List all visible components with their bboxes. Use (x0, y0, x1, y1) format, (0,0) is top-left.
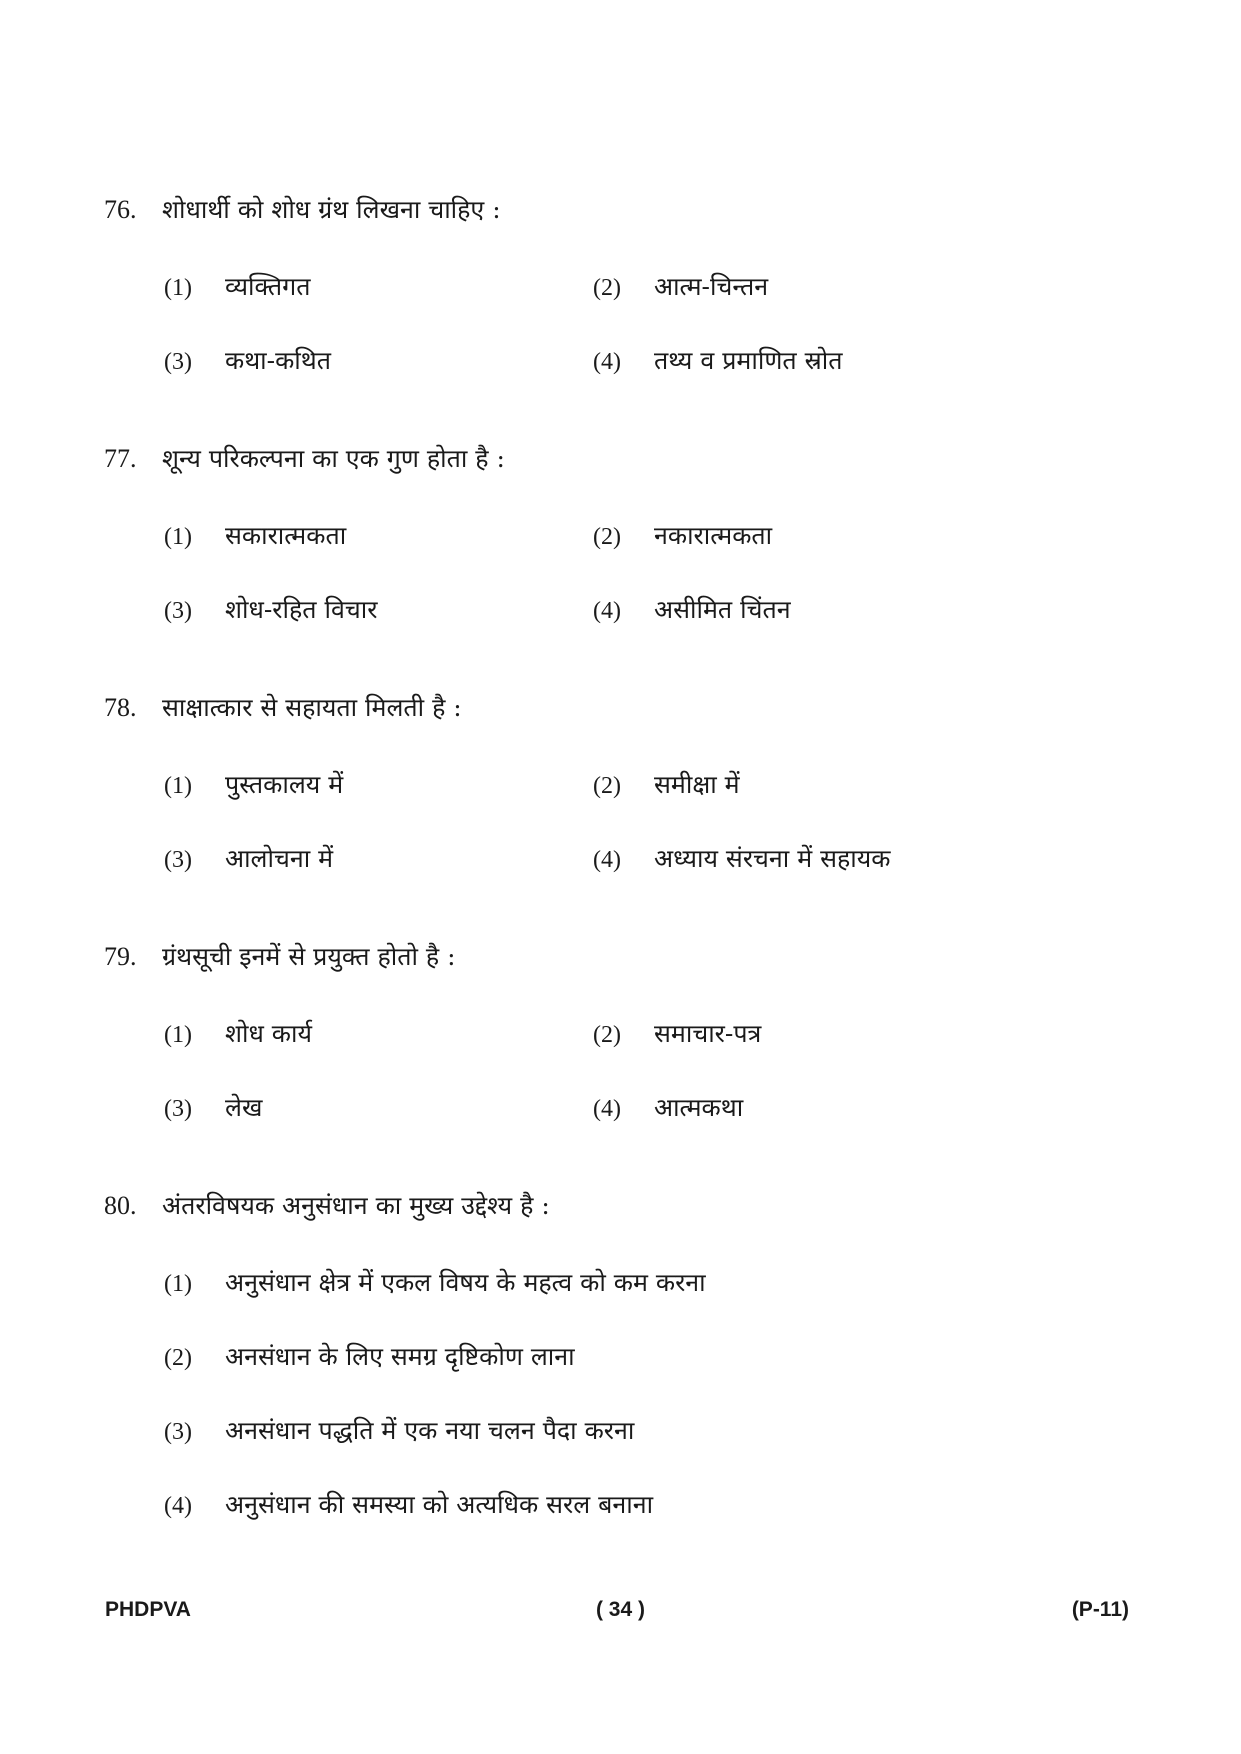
option-79-3 (164, 1092, 262, 1125)
option-76-3 (164, 345, 331, 378)
option-text: पुस्तकालय में (225, 770, 344, 799)
option-number: (1) (164, 524, 192, 550)
option-text: अध्याय संरचना में सहायक (654, 844, 891, 873)
paper-set: (P-11) (1071, 1598, 1129, 1621)
question-79 (104, 941, 456, 973)
question-number: 76. (104, 195, 137, 224)
question-80 (104, 1190, 550, 1222)
option-number: (1) (164, 773, 192, 799)
option-78-2 (593, 769, 740, 802)
question-number: 77. (104, 444, 137, 473)
option-78-4 (593, 843, 890, 876)
option-text: अनसंधान के लिए समग्र दृष्टिकोण लाना (225, 1342, 575, 1371)
option-number: (3) (164, 1419, 192, 1445)
option-76-4 (593, 345, 842, 378)
question-76 (104, 194, 501, 226)
option-number: (2) (593, 1022, 621, 1048)
option-79-1 (164, 1018, 312, 1051)
option-text: असीमित चिंतन (654, 595, 791, 624)
option-number: (4) (593, 598, 621, 624)
option-text: लेख (225, 1093, 263, 1122)
option-number: (4) (593, 847, 621, 873)
option-number: (3) (164, 1096, 192, 1122)
option-number: (4) (593, 1096, 621, 1122)
question-text: अंतरविषयक अनुसंधान का मुख्य उद्देश्य है : (162, 1191, 550, 1220)
option-number: (1) (164, 1022, 192, 1048)
option-78-3 (164, 843, 333, 876)
option-text: आलोचना में (225, 844, 334, 873)
option-text: सकारात्मकता (225, 521, 347, 550)
option-text: आत्म-चिन्तन (654, 272, 769, 301)
option-number: (2) (164, 1345, 192, 1371)
option-77-1 (164, 520, 346, 553)
question-78 (104, 692, 462, 724)
option-77-4 (593, 594, 791, 627)
page-number: ( 34 ) (595, 1598, 645, 1621)
option-text: व्यक्तिगत (225, 272, 311, 301)
option-79-2 (593, 1018, 761, 1051)
option-80-2 (164, 1341, 575, 1374)
option-text: अनुसंधान की समस्या को अत्यधिक सरल बनाना (225, 1490, 654, 1519)
option-number: (1) (164, 275, 192, 301)
option-80-3 (164, 1415, 634, 1448)
option-text: शोध कार्य (225, 1019, 312, 1048)
question-text: ग्रंथसूची इनमें से प्रयुक्त होतो है : (162, 942, 456, 971)
option-text: समाचार-पत्र (654, 1019, 762, 1048)
paper-code: PHDPVA (105, 1598, 191, 1621)
question-number: 78. (104, 693, 137, 722)
option-text: नकारात्मकता (654, 521, 773, 550)
question-text: साक्षात्कार से सहायता मिलती है : (162, 693, 462, 722)
option-text: शोध-रहित विचार (225, 595, 378, 624)
option-77-3 (164, 594, 377, 627)
option-number: (4) (593, 349, 621, 375)
question-text: शून्य परिकल्पना का एक गुण होता है : (162, 444, 505, 473)
option-text: समीक्षा में (654, 770, 740, 799)
option-text: अनसंधान पद्धति में एक नया चलन पैदा करना (225, 1416, 635, 1445)
option-number: (4) (164, 1493, 192, 1519)
option-text: कथा-कथित (225, 346, 331, 375)
option-79-4 (593, 1092, 743, 1125)
option-number: (2) (593, 773, 621, 799)
option-number: (2) (593, 524, 621, 550)
question-number: 79. (104, 942, 137, 971)
option-text: तथ्य व प्रमाणित स्रोत (654, 346, 843, 375)
option-number: (2) (593, 275, 621, 301)
option-77-2 (593, 520, 772, 553)
option-76-1 (164, 271, 311, 304)
question-number: 80. (104, 1191, 137, 1220)
option-number: (3) (164, 847, 192, 873)
option-80-1 (164, 1267, 706, 1300)
option-text: अनुसंधान क्षेत्र में एकल विषय के महत्व को कम करना (225, 1268, 706, 1297)
option-number: (1) (164, 1271, 192, 1297)
option-number: (3) (164, 598, 192, 624)
option-80-4 (164, 1489, 653, 1522)
question-77 (104, 443, 505, 475)
option-text: आत्मकथा (654, 1093, 744, 1122)
option-number: (3) (164, 349, 192, 375)
question-text: शोधार्थी को शोध ग्रंथ लिखना चाहिए : (162, 195, 501, 224)
option-76-2 (593, 271, 768, 304)
option-78-1 (164, 769, 343, 802)
